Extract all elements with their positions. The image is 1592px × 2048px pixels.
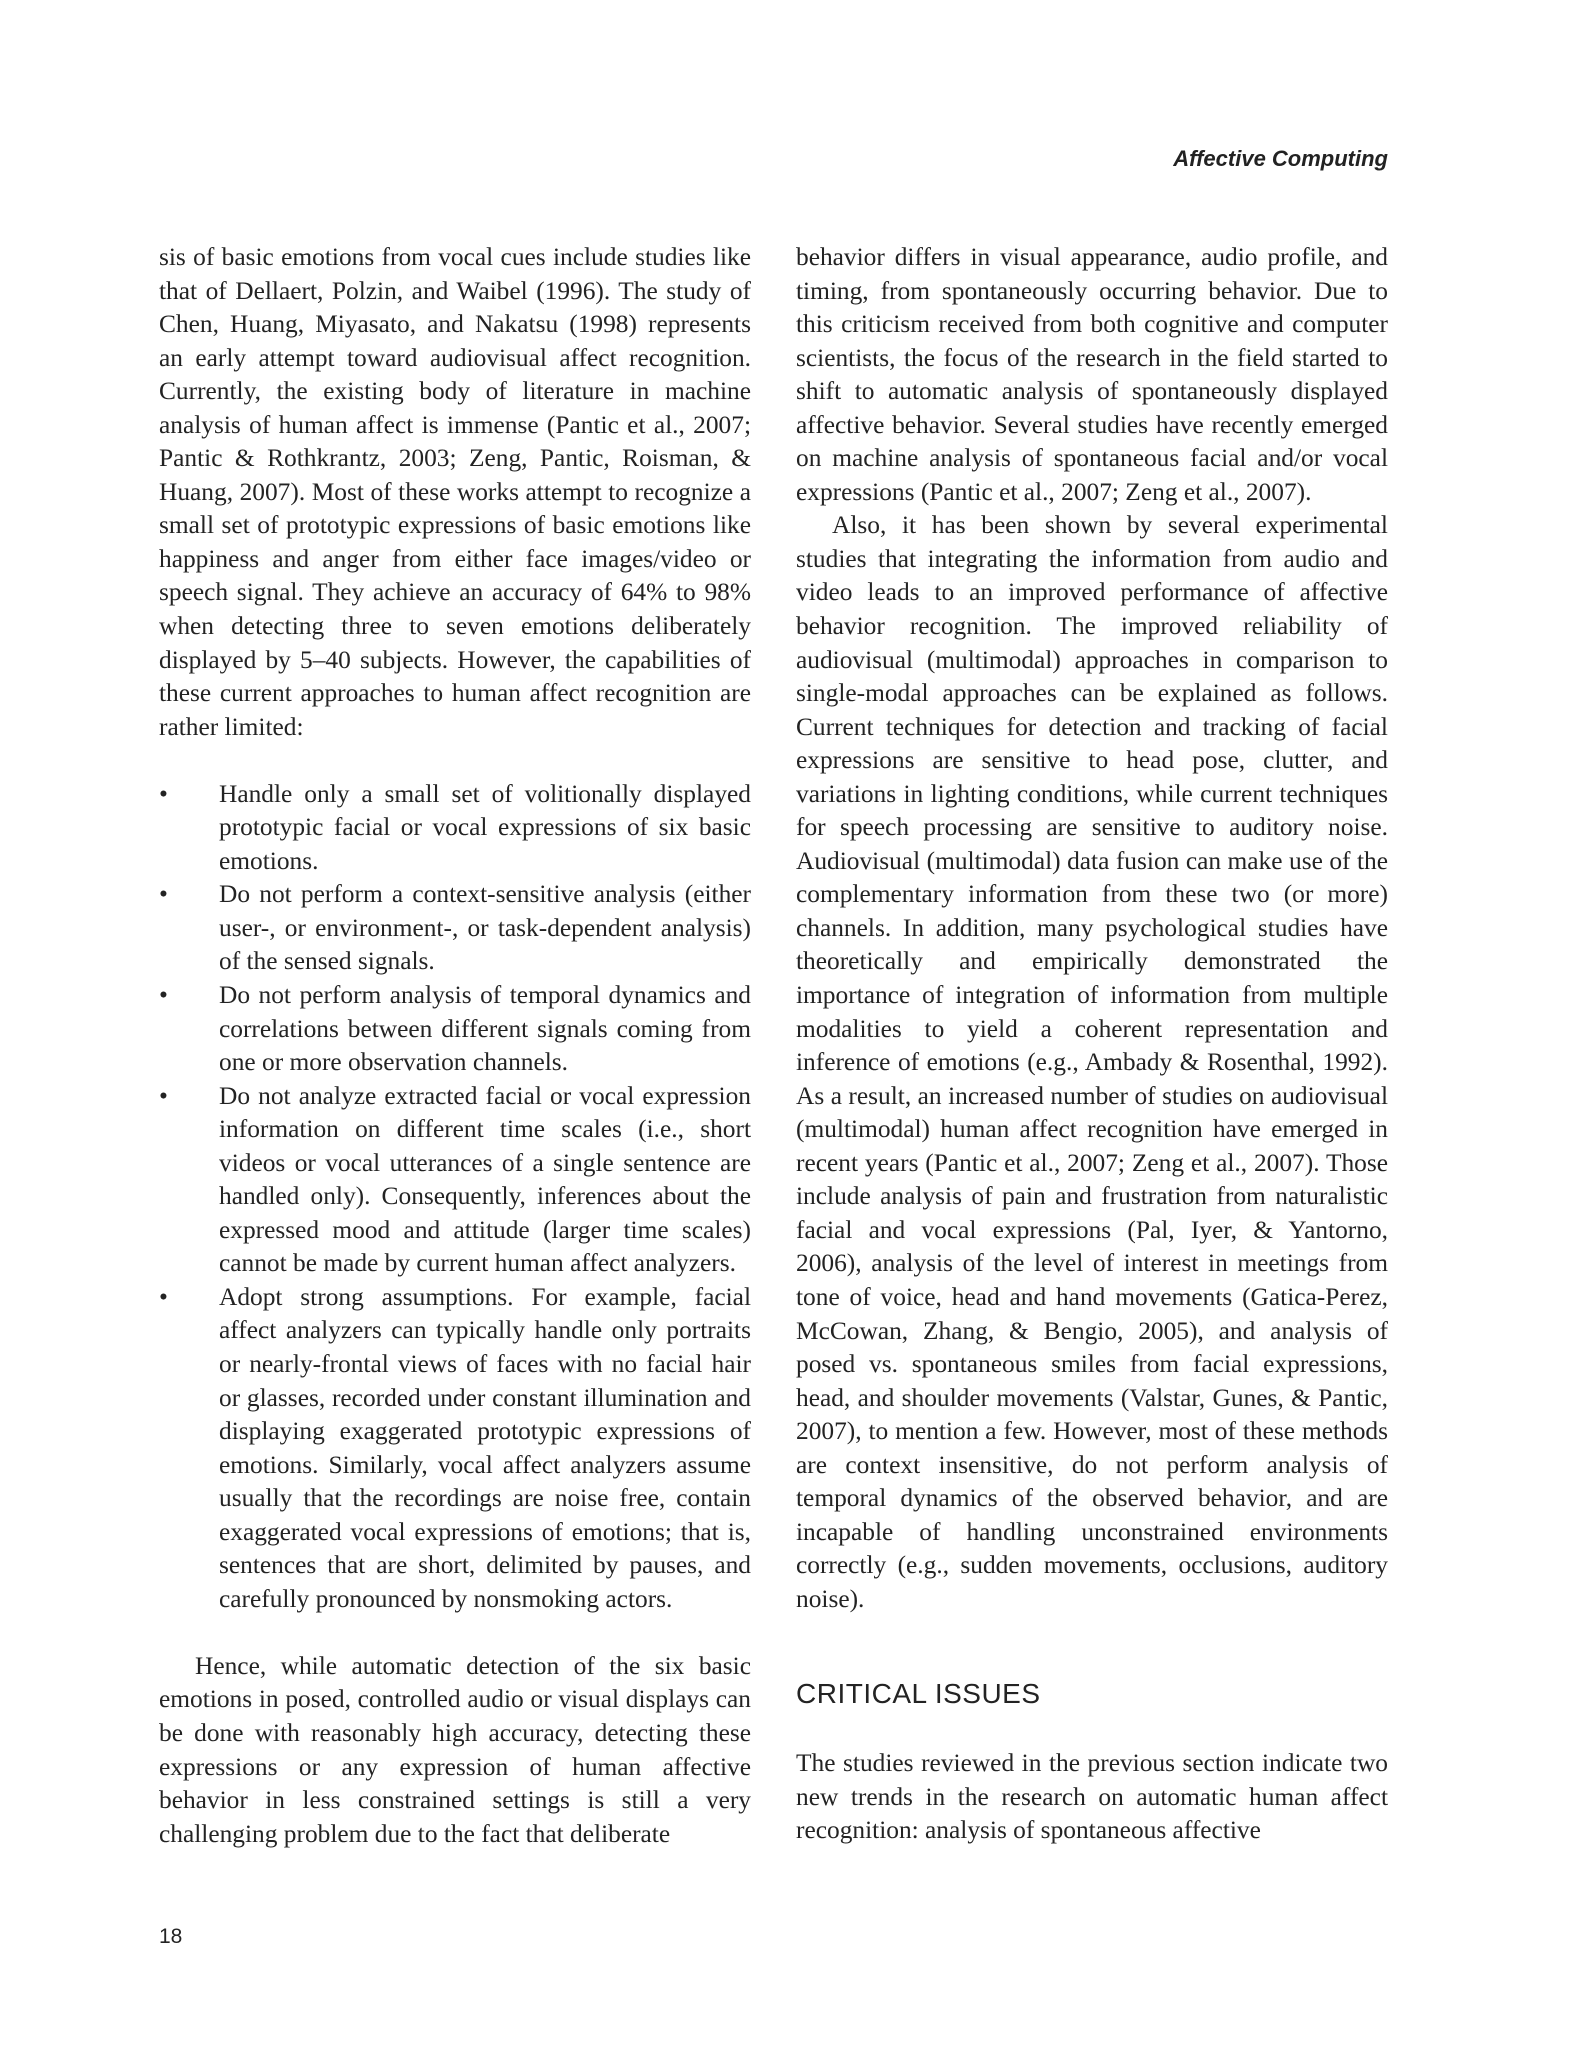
section-heading: CRITICAL ISSUES (796, 1678, 1041, 1710)
bullet-icon: • (159, 980, 168, 1009)
left-paragraph-1: sis of basic emotions from vocal cues include studies like that of Dellaert, Polzin, and Waibel (1996). The study of Chen, Huang, Miyasato, and Nakatsu (1998) represents an early attempt toward audiovisual affect recognition. Currently, the existing body of literature in machine analysis of human affect is immense (Pantic et al., 2007; Pantic & Rothkrantz, 2003; Zeng, Pantic, Roisman, & Huang, 2007). Most of these works attempt to recognize a small set of prototypic expressions of basic emotions like happiness and anger from either face images/video or speech signal. They achieve an accuracy of 64% to 98% when detecting three to seven emotions deliberately displayed by 5–40 subjects. However, the capabilities of these current approaches to human affect recognition are rather limited: (159, 243, 751, 741)
list-item-text: Do not analyze extracted facial or vocal expression information on different time scales (i.e., short videos or vocal utterances of a single sentence are handled only). Consequently, inferences about the expressed mood and attitude (larger time scales) cannot be made by current human affect analyzers. (219, 1081, 751, 1278)
list-item (159, 878, 751, 979)
right-column (796, 241, 1388, 1848)
list-item-text: Do not perform analysis of temporal dynamics and correlations between different signals coming from one or more observation channels. (219, 980, 751, 1077)
page-number: 18 (159, 1925, 183, 1948)
bullet-icon: • (159, 779, 168, 808)
left-paragraph-2: Hence, while automatic detection of the six basic emotions in posed, controlled audio or visual displays can be done with reasonably high accuracy, detecting these expressions or any expression of human affective behavior in less constrained settings is still a very challenging problem due to the fact that deliberate (159, 1651, 751, 1848)
bullet-icon: • (159, 1081, 168, 1110)
list-item (159, 1281, 751, 1616)
list-item-text: Handle only a small set of volitionally displayed prototypic facial or vocal expressions of six basic emotions. (219, 779, 751, 875)
list-item-text: Adopt strong assumptions. For example, facial affect analyzers can typically handle only portraits or nearly-frontal views of faces with no facial hair or glasses, recorded under constant illumination and displaying exaggerated prototypic expressions of emotions. Similarly, vocal affect analyzers assume usually that the recordings are noise free, contain exaggerated vocal expressions of emotions; that is, sentences that are short, delimited by pauses, and carefully pronounced by nonsmoking actors. (219, 1282, 751, 1613)
list-item (159, 778, 751, 879)
left-column (159, 241, 751, 1851)
running-header-title: Affective Computing (1173, 146, 1388, 171)
list-item (159, 1080, 751, 1281)
right-paragraph-3: The studies reviewed in the previous section indicate two new trends in the research on automatic human affect recognition: analysis of spontaneous affective (796, 1748, 1388, 1845)
bullet-icon: • (159, 1282, 168, 1311)
limitations-list (159, 778, 751, 1617)
right-paragraph-2: Also, it has been shown by several experimental studies that integrating the information from audio and video leads to an improved performance of affective behavior recognition. The improved reliability of audiovisual (multimodal) approaches in comparison to single-modal approaches can be explained as follows. Current techniques for detection and tracking of facial expressions are sensitive to head pose, clutter, and variations in lighting conditions, while current techniques for speech processing are sensitive to auditory noise. Audiovisual (multimodal) data fusion can make use of the complementary information from these two (or more) channels. In addition, many psychological studies have theoretically and empirically demonstrated the importance of integration of information from multiple modalities to yield a coherent representation and inference of emotions (e.g., Ambady & Rosenthal, 1992). As a result, an increased number of studies on audiovisual (multimodal) human affect recognition have emerged in recent years (Pantic et al., 2007; Zeng et al., 2007). Those include analysis of pain and frustration from naturalistic facial and vocal expressions (Pal, Iyer, & Yantorno, 2006), analysis of the level of interest in meetings from tone of voice, head and hand movements (Gatica-Perez, McCowan, Zhang, & Bengio, 2005), and analysis of posed vs. spontaneous smiles from facial expressions, head, and shoulder movements (Valstar, Gunes, & Pantic, 2007), to mention a few. However, most of these methods are context insensitive, do not perform analysis of temporal dynamics of the observed behavior, and are incapable of handling unconstrained environments correctly (e.g., sudden movements, occlusions, auditory noise). (796, 511, 1388, 1613)
right-paragraph-1: behavior differs in visual appearance, audio profile, and timing, from spontaneously occurring behavior. Due to this criticism received from both cognitive and computer scientists, the focus of the research in the field started to shift to automatic analysis of spontaneously displayed affective behavior. Several studies have recently emerged on machine analysis of spontaneous facial and/or vocal expressions (Pantic et al., 2007; Zeng et al., 2007). (796, 243, 1388, 506)
list-item (159, 979, 751, 1080)
list-item-text: Do not perform a context-sensitive analysis (either user-, or environment-, or task-dependent analysis) of the sensed signals. (219, 880, 751, 976)
bullet-icon: • (159, 880, 168, 909)
